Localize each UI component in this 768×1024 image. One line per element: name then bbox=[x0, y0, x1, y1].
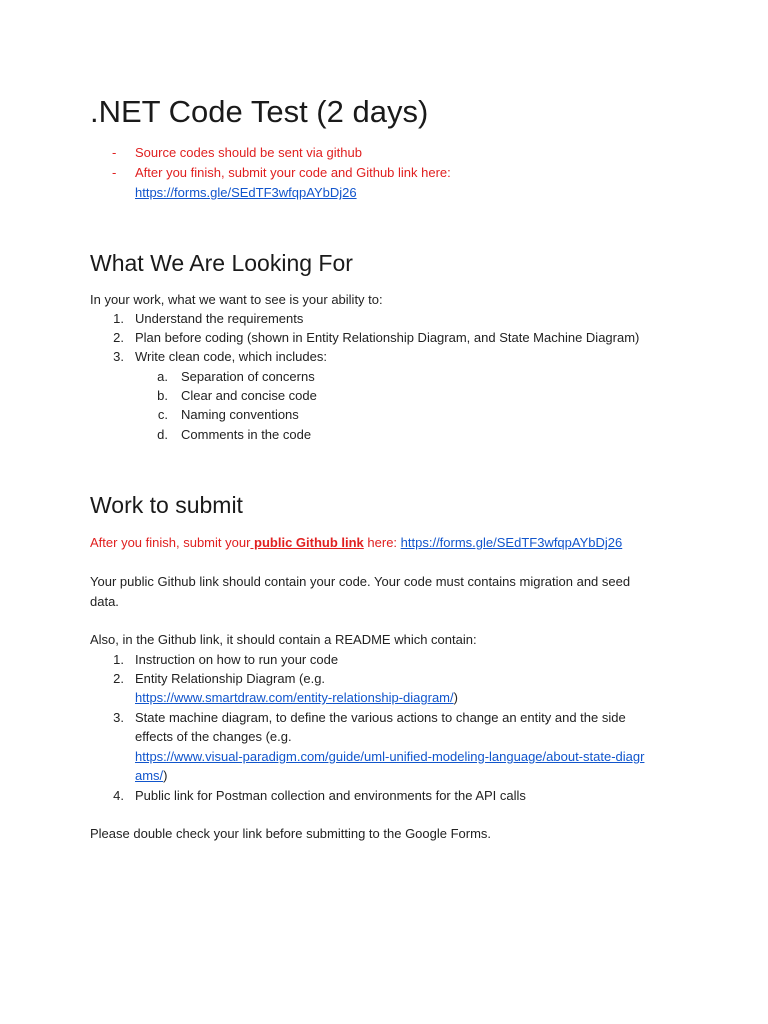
list-number: 3. bbox=[113, 349, 124, 364]
submit-instruction-mid: here: bbox=[363, 535, 401, 550]
list-item-continuation: effects of the changes (e.g. bbox=[135, 729, 292, 744]
sublist-letter: b. bbox=[157, 388, 168, 403]
readme-lead-text: Also, in the Github link, it should contain a README which contain: bbox=[90, 632, 477, 647]
list-item: Public link for Postman collection and environments for the API calls bbox=[135, 788, 526, 803]
list-item-link-line bbox=[135, 766, 168, 785]
sublist-letter: d. bbox=[157, 427, 168, 442]
section-heading-looking-for: What We Are Looking For bbox=[90, 250, 353, 276]
sublist-item: Comments in the code bbox=[181, 427, 312, 442]
bullet-dash: - bbox=[112, 145, 117, 160]
list-number: 3. bbox=[113, 710, 124, 725]
list-item: Understand the requirements bbox=[135, 311, 304, 326]
public-github-link-emphasis: public Github link bbox=[250, 535, 364, 550]
visual-paradigm-link-continuation[interactable]: ams/ bbox=[135, 768, 164, 783]
public-link-text-line1: Your public Github link should contain your code. Your code must contains migration and seed bbox=[90, 574, 631, 589]
sublist-letter: c. bbox=[157, 407, 168, 422]
closing-paren: ) bbox=[453, 690, 458, 705]
public-link-text-line2: data. bbox=[90, 594, 119, 609]
intro-item-github: Source codes should be sent via github bbox=[135, 145, 362, 160]
visual-paradigm-link[interactable]: https://www.visual-paradigm.com/guide/uml-unified-modeling-language/about-state-diagr bbox=[135, 749, 645, 764]
submit-instruction bbox=[90, 533, 622, 552]
section-heading-work-to-submit: Work to submit bbox=[90, 492, 243, 518]
forms-link[interactable]: https://forms.gle/SEdTF3wfqpAYbDj26 bbox=[135, 185, 357, 200]
list-number: 2. bbox=[113, 671, 124, 686]
intro-item-submit: After you finish, submit your code and Github link here: bbox=[135, 165, 451, 180]
list-item-link-line bbox=[135, 688, 458, 707]
list-item: State machine diagram, to define the various actions to change an entity and the side bbox=[135, 710, 626, 725]
looking-lead-text: In your work, what we want to see is your ability to: bbox=[90, 292, 383, 307]
list-number: 1. bbox=[113, 311, 124, 326]
list-item: Write clean code, which includes: bbox=[135, 349, 327, 364]
submit-instruction-pre: After you finish, submit your bbox=[90, 535, 251, 550]
bullet-dash: - bbox=[112, 165, 117, 180]
page-title: .NET Code Test (2 days) bbox=[90, 94, 429, 129]
closing-note: Please double check your link before submitting to the Google Forms. bbox=[90, 826, 492, 841]
list-number: 2. bbox=[113, 330, 124, 345]
list-item: Instruction on how to run your code bbox=[135, 652, 339, 667]
list-item: Plan before coding (shown in Entity Relationship Diagram, and State Machine Diagram) bbox=[135, 330, 640, 345]
list-item: Entity Relationship Diagram (e.g. bbox=[135, 671, 326, 686]
closing-paren: ) bbox=[163, 768, 168, 783]
sublist-letter: a. bbox=[157, 369, 168, 384]
sublist-item: Naming conventions bbox=[181, 407, 299, 422]
sublist-item: Separation of concerns bbox=[181, 369, 315, 384]
list-number: 1. bbox=[113, 652, 124, 667]
smartdraw-link[interactable]: https://www.smartdraw.com/entity-relationship-diagram/ bbox=[135, 690, 454, 705]
sublist-item: Clear and concise code bbox=[181, 388, 317, 403]
list-number: 4. bbox=[113, 788, 124, 803]
forms-link[interactable]: https://forms.gle/SEdTF3wfqpAYbDj26 bbox=[400, 535, 623, 550]
